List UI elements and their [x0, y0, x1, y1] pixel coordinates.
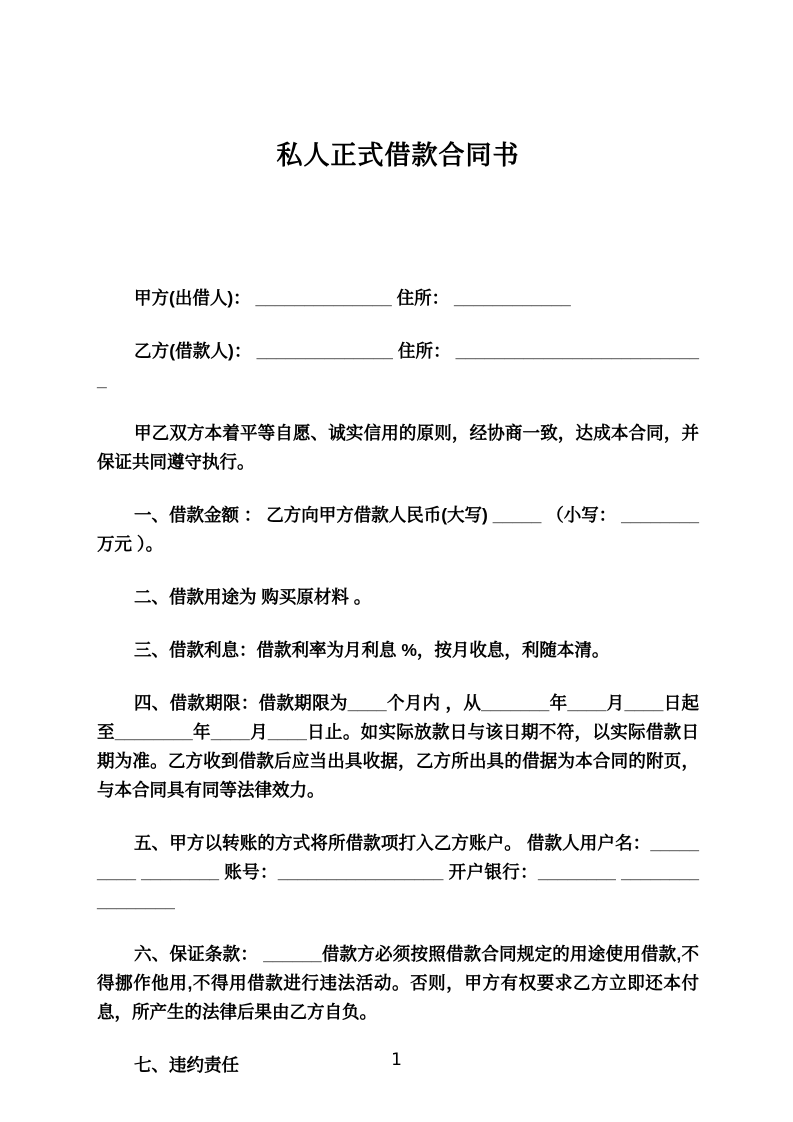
clause-1-loan-amount: 一、借款金额 ： 乙方向甲方借款人民币(大写) _____ （小写： ________万元 ）。	[97, 505, 699, 554]
clause-6-guarantee-terms: 六、保证条款： ______借款方必须按照借款合同规定的用途使用借款,不得挪作他用,不得用借款进行违法活动。否则，甲方有权要求乙方立即还本付息，所产生的法律后果由乙方自负。	[97, 944, 699, 1022]
clause-3-loan-interest: 三、借款利息：借款利率为月利息 %，按月收息，利随本清。	[134, 640, 610, 660]
clause-2-loan-purpose: 二、借款用途为 购买原材料 。	[134, 587, 372, 607]
clause-5-transfer-account: 五、甲方以转账的方式将所借款项打入乙方账户。 借款人用户名：_________ ________ 账号：_________________ 开户银行：________ ________________	[97, 833, 699, 911]
contract-document	[97, 0, 699, 1104]
page-number: 1	[391, 1050, 402, 1070]
party-a-line: 甲方(出借人)： ______________ 住所： ____________	[134, 288, 571, 308]
preamble-paragraph: 甲乙双方本着平等自愿、诚实信用的原则，经协商一致，达成本合同，并保证共同遵守执行。	[97, 423, 699, 472]
document-title: 私人正式借款合同书	[276, 140, 520, 170]
party-b-line: 乙方(借款人)： ______________ 住所： __________________________	[97, 341, 699, 390]
clause-4-loan-term: 四、借款期限：借款期限为____个月内 ，从_______年____月____日起至________年____月____日止。如实际放款日与该日期不符，以实际借款日期为准。乙方收到借款后应当出具收据，乙方所出具的借据为本合同的附页，与本合同具有同等法律效力。	[97, 693, 699, 800]
clause-7-breach-liability-heading: 七、违约责任	[134, 1055, 239, 1075]
